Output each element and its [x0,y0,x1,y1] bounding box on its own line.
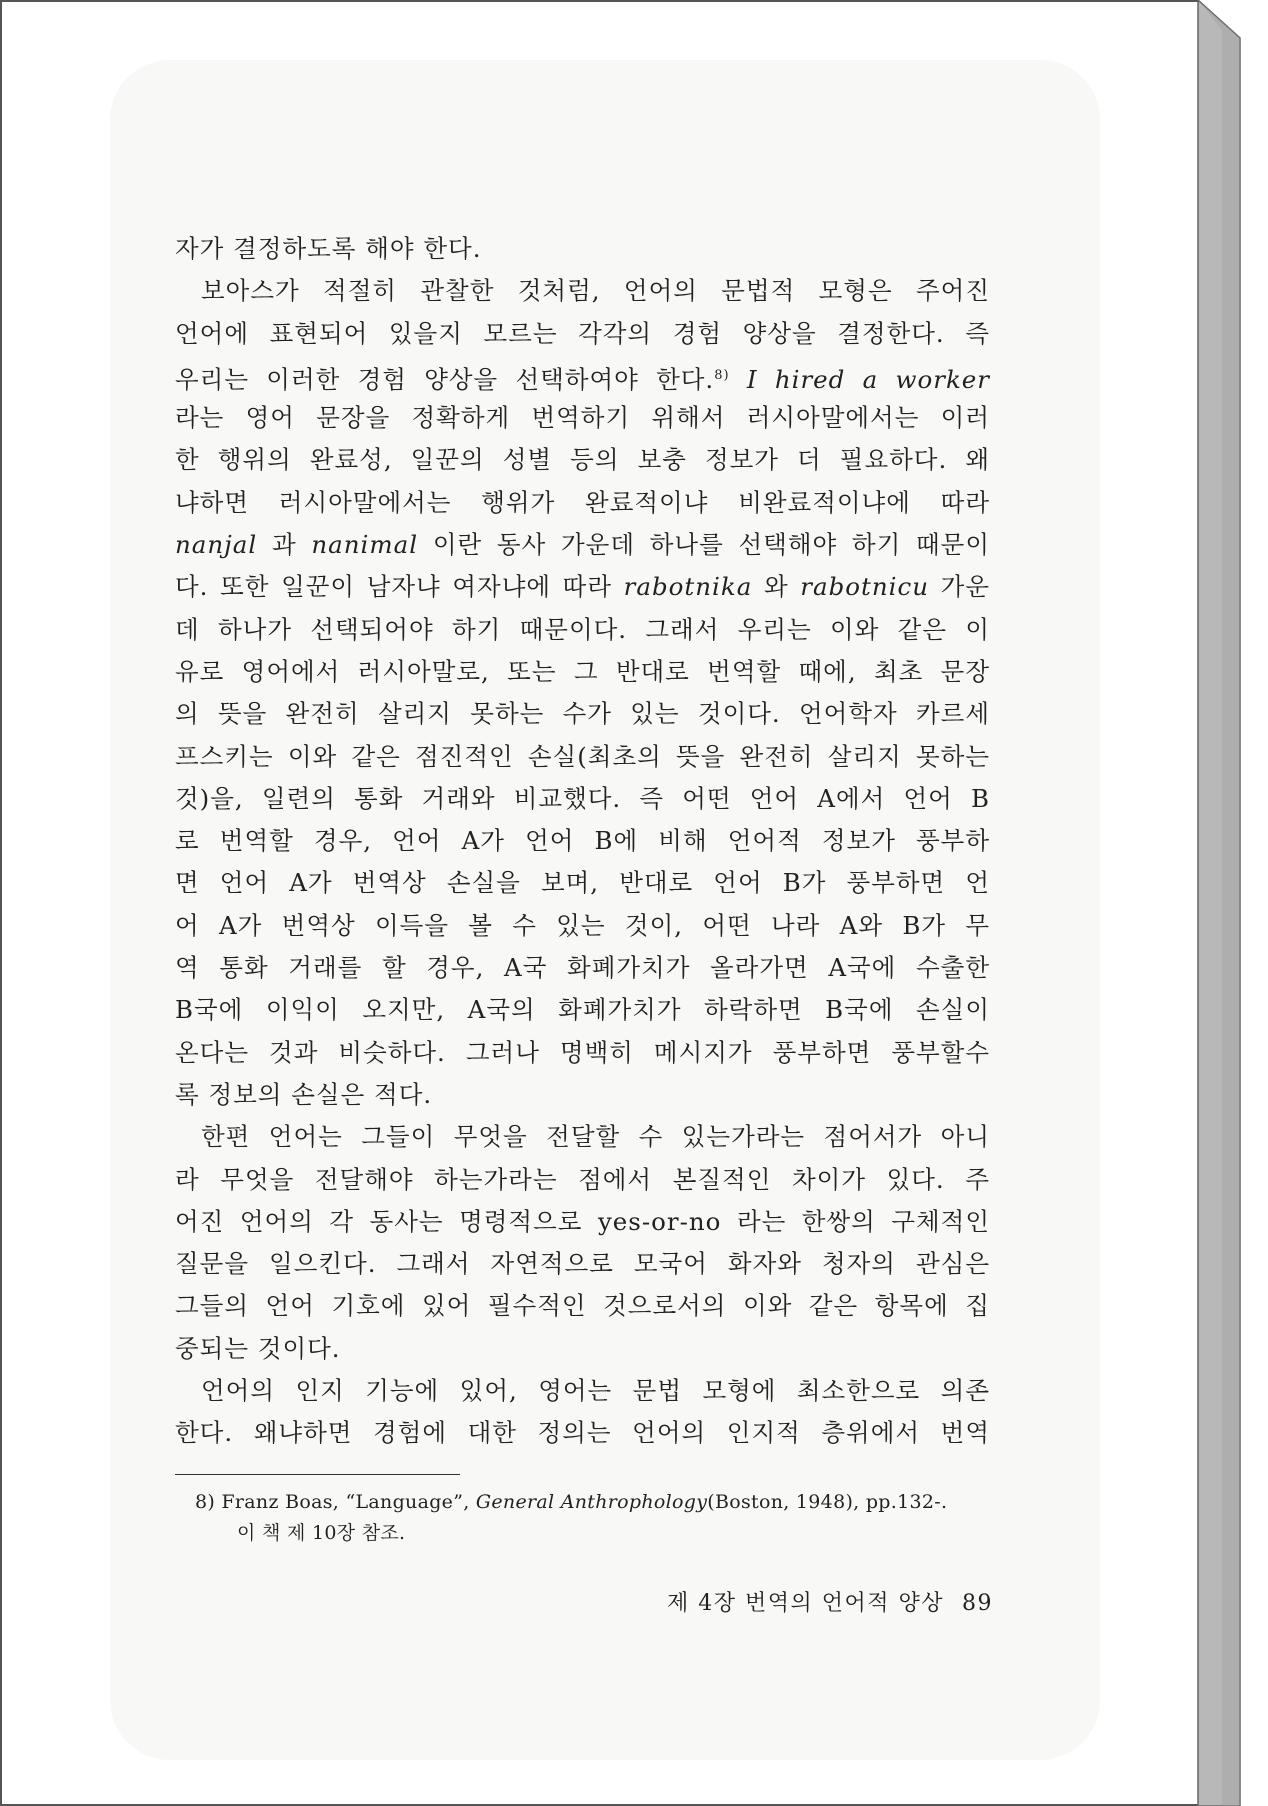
page-number: 89 [962,1591,993,1616]
text-line: 록 정보의 손실은 적다. [175,1079,433,1109]
text-line: 라는 영어 문장을 정확하게 번역하기 위해서 러시아말에서는 이러 [175,403,990,433]
text-line: 의 뜻을 완전히 살리지 못하는 수가 있는 것이다. 언어학자 카르세 [175,699,990,729]
text-line: 한다. 왜냐하면 경험에 대한 정의는 언어의 인지적 층위에서 번역 [175,1418,990,1448]
footnote [195,1487,995,1549]
footnote-rule [175,1474,460,1475]
text-line: 언어의 인지 기능에 있어, 영어는 문법 모형에 최소한으로 의존 [201,1376,990,1406]
text-line: 어진 언어의 각 동사는 명령적으로 yes-or-no 라는 한쌍의 구체적인 [175,1206,990,1236]
text-line: 역 통화 거래를 할 경우, A국 화폐가치가 올라가면 A국에 수출한 [175,953,990,983]
text-line: 그들의 언어 기호에 있어 필수적인 것으로서의 이와 같은 항목에 집 [175,1291,990,1321]
footnote-line-2: 이 책 제 10장 참조. [237,1522,406,1544]
footnote-line-1: 8) Franz Boas, “Language”, General Anthrophology(Boston, 1948), pp.132-. [195,1491,948,1513]
text-line: 우리는 이러한 경험 양상을 선택하여야 한다.$^{8)}$ I hired a worker [175,365,991,395]
text-line: 데 하나가 선택되어야 하기 때문이다. 그래서 우리는 이와 같은 이 [175,614,990,644]
chapter-title: 제 4장 번역의 언어적 양상 [667,1591,944,1616]
text-line: 면 언어 A가 번역상 손실을 보며, 반대로 언어 B가 풍부하면 언 [175,868,990,898]
text-line: 유로 영어에서 러시아말로, 또는 그 반대로 번역할 때에, 최초 문장 [175,656,990,686]
text-line: 어 A가 번역상 이득을 볼 수 있는 것이, 어떤 나라 A와 B가 무 [175,910,990,940]
text-line: 자가 결정하도록 해야 한다. [175,234,482,263]
body-text [175,228,990,1455]
text-line: 중되는 것이다. [175,1333,341,1363]
text-line: 다. 또한 일꾼이 남자냐 여자냐에 따라 rabotnika 와 rabotnicu 가운 [175,572,990,602]
text-line: 로 번역할 경우, 언어 A가 언어 B에 비해 언어적 정보가 풍부하 [175,826,990,856]
text-line: 한 행위의 완료성, 일꾼의 성별 등의 보충 정보가 더 필요하다. 왜 [175,445,990,475]
text-line: 것)을, 일련의 통화 거래와 비교했다. 즉 어떤 언어 A에서 언어 B [175,783,990,813]
text-line: 언어에 표현되어 있을지 모르는 각각의 경험 양상을 결정한다. 즉 [175,318,990,348]
text-line: nanjal 과 nanimal 이란 동사 가운데 하나를 선택해야 하기 때문이 [175,530,990,560]
text-line: 질문을 일으킨다. 그래서 자연적으로 모국어 화자와 청자의 관심은 [175,1249,990,1279]
text-line: 보아스가 적절히 관찰한 것처럼, 언어의 문법적 모형은 주어진 [201,276,990,306]
text-line: 라 무엇을 전달해야 하는가라는 점에서 본질적인 차이가 있다. 주 [175,1164,990,1194]
text-line: 냐하면 러시아말에서는 행위가 완료적이냐 비완료적이냐에 따라 [175,487,990,517]
text-line: 온다는 것과 비슷하다. 그러나 명백히 메시지가 풍부하면 풍부할수 [175,1037,990,1067]
text-line: 프스키는 이와 같은 점진적인 손실(최초의 뜻을 완전히 살리지 못하는 [175,741,990,771]
running-footer [667,1586,993,1617]
text-line: B국에 이익이 오지만, A국의 화폐가치가 하락하면 B국에 손실이 [175,995,990,1025]
text-line: 한편 언어는 그들이 무엇을 전달할 수 있는가라는 점어서가 아니 [201,1122,990,1152]
